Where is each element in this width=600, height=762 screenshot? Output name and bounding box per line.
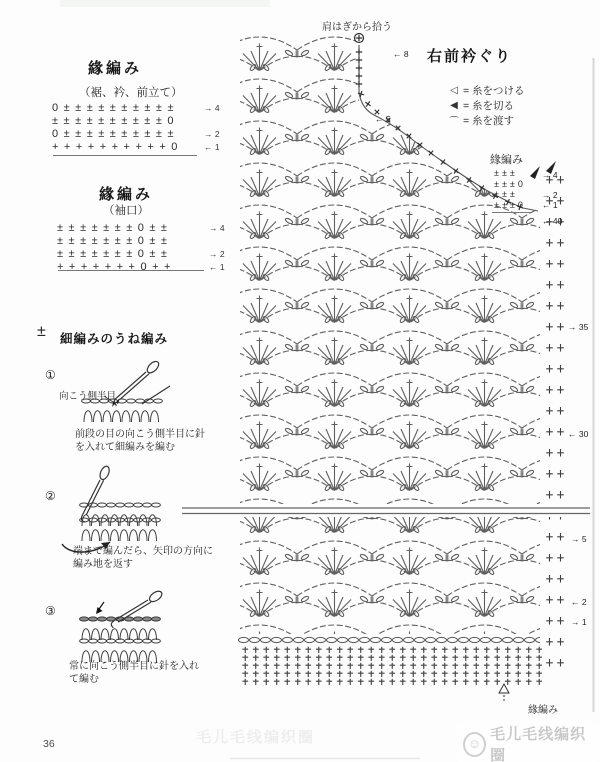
stitch-cells: ±±±±±±±0±±	[57, 247, 173, 260]
step-3-number: ③	[45, 604, 56, 618]
row-40-marker: ← 40	[542, 216, 563, 226]
stitch-cells: +++++++0++	[57, 260, 176, 273]
legend	[445, 83, 525, 128]
row-marker: ← 1	[204, 141, 220, 152]
step3-illustration	[80, 578, 166, 662]
bottom-edging-marker	[499, 684, 509, 701]
smiley-logo-icon: ☺	[463, 732, 486, 757]
chain-row	[238, 635, 540, 645]
row-30-marker: ← 30	[568, 429, 589, 439]
page-number: 36	[43, 738, 55, 750]
row-marker: → 4	[204, 102, 220, 113]
step-2-number: ②	[45, 489, 56, 503]
chart-row	[57, 221, 225, 234]
chart-row: ±±±0	[494, 178, 526, 189]
neckline-title: 右前衿ぐり	[427, 48, 513, 65]
chart-row	[52, 140, 220, 153]
stitch-count-5: ← 5	[375, 114, 391, 124]
chart-row	[57, 260, 225, 273]
chart-row: ±±±	[494, 189, 518, 199]
legend-text: = 糸をつける	[463, 85, 525, 97]
stitch-cells: ±±±±±±±0±±	[57, 221, 173, 234]
watermark-faint: 毛儿毛线编织圈	[196, 729, 316, 746]
step-1-pointer-label: 向こう側半目	[59, 391, 117, 402]
chart-row	[57, 247, 225, 260]
step-2-caption: 端まで編んだら、矢印の方向に編み地を返す	[73, 546, 213, 571]
stitch-cells: 0±±±±±±±±±±	[52, 127, 179, 140]
chart-row: ±±±	[494, 168, 518, 178]
shoulder-start-marker	[355, 34, 364, 43]
edge-chart-2-subtitle: （袖口）	[103, 205, 149, 217]
right-edging-label: 緣編み	[490, 154, 523, 166]
edge-chart-1-subtitle: （裾、衿、前立て）	[79, 87, 183, 99]
edge-chart-1-title: 緣編み	[88, 60, 143, 77]
row-1-marker: → 1	[571, 617, 587, 627]
top-cropped-strip	[60, 0, 270, 7]
edge-chart-2-title: 緣編み	[99, 186, 154, 203]
stitch-cells: 0±±±±±±±±±±	[52, 101, 179, 114]
legend-row	[445, 83, 525, 98]
legend-row	[445, 113, 525, 128]
watermark-badge	[455, 721, 600, 762]
edge-chart-1-grid	[52, 101, 220, 153]
row-marker: ← 1	[209, 261, 225, 272]
stitch-cells: ++++++++++0	[52, 140, 183, 153]
step2-illustration	[62, 464, 160, 553]
edging-row-1-marker: ← 1	[542, 200, 558, 210]
stitch-guide-title: 細編みのうね編み	[60, 332, 169, 346]
chart-row	[52, 101, 220, 114]
step-3-caption: 常に向こう側半目に針を入れて編む	[69, 661, 199, 686]
chart-row: ±±±0	[494, 199, 526, 210]
row-35-marker: → 35	[568, 322, 589, 332]
edge-stitch-column	[546, 172, 570, 672]
legend-text: = 糸を切る	[463, 100, 515, 112]
row-5-marker: → 5	[571, 534, 587, 544]
row-2-marker: ← 2	[571, 597, 587, 607]
row-marker: → 4	[209, 222, 225, 233]
chart-row	[52, 127, 220, 140]
right-edging-grid	[494, 168, 526, 210]
chart-row	[57, 234, 225, 247]
step-1-caption: 前段の目の向こう側半目に針を入れて細編みを編む	[75, 429, 205, 454]
attach-yarn-icon: ◁	[450, 85, 458, 96]
bottom-edging-label: 緣編み	[528, 705, 558, 716]
chart-row	[52, 114, 220, 127]
watermark-text: 毛儿毛线编织圈	[490, 726, 587, 762]
shoulder-pickup-label: 肩はぎから拾う	[322, 22, 392, 33]
stitch-cells: ±±±±±±±0±±	[57, 234, 173, 247]
edge-chart-2-grid	[57, 221, 225, 273]
stitch-count-8: ← 8	[393, 49, 409, 59]
bottom-sc-band	[240, 646, 542, 686]
carry-yarn-icon: ⌒	[449, 117, 459, 128]
legend-row	[445, 98, 525, 113]
row-marker: → 2	[209, 248, 225, 259]
legend-text: = 糸を渡す	[463, 115, 515, 127]
row-marker: → 2	[204, 128, 220, 139]
cut-yarn-icon: ◀	[450, 100, 458, 111]
double-separation-line	[180, 504, 592, 517]
ridge-stitch-symbol: ±	[37, 323, 46, 340]
edging-row-2-marker: → 2	[542, 190, 558, 200]
step-1-number: ①	[45, 368, 56, 382]
edging-row-4-marker: → 4	[542, 170, 558, 180]
stitch-cells: ±±±±±±±±±±0	[52, 114, 179, 127]
